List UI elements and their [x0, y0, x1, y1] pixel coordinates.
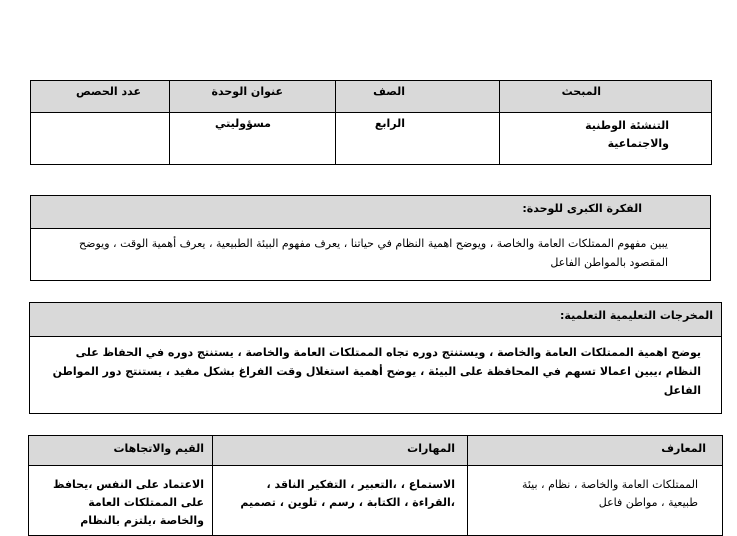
value-subject: التنشئة الوطنية والاجتماعية	[500, 113, 712, 165]
outcomes-text: يوضح اهمية الممتلكات العامة والخاصة ، ويستنتج دوره تجاه الممتلكات العامة والخاصة ، يستنتج دوره في الحفاظ على النظام ،يبين اعمالا تسهم في المحافظة على البيئة ، يوضح أهمية استغلال وقت الفراغ بشكل مفيد ، يستنتج دور المواطن الفاعل	[52, 346, 701, 397]
value-grade: الرابع	[336, 113, 500, 165]
header-unit-title: عنوان الوحدة	[170, 81, 336, 113]
big-idea-title: الفكرة الكبرى للوحدة:	[31, 196, 710, 229]
big-idea-box	[30, 195, 711, 281]
competencies-table	[28, 435, 723, 536]
value-skills: الاستماع ، ،التعبير ، التفكير الناقد ، ،القراءة ، الكتابة ، رسم ، تلوين ، تصميم	[213, 466, 468, 536]
value-values-attitudes: الاعتماد على النفس ،يحافظ على الممتلكات العامة والخاصة ،يلتزم بالنظام	[29, 466, 213, 536]
outcomes-title: المخرجات التعليمية التعلمية:	[30, 303, 721, 337]
big-idea-text: يبين مفهوم الممتلكات العامة والخاصة ، ويوضح اهمية النظام في حياتنا ، يعرف مفهوم البيئة الطبيعية ، يعرف أهمية الوقت ، ويوضح المقصود بالمواطن الفاعل	[79, 237, 668, 269]
value-sessions-count	[31, 113, 170, 165]
value-knowledge: الممتلكات العامة والخاصة ، نظام ، بيئة طبيعية ، مواطن فاعل	[468, 466, 723, 536]
header-skills: المهارات	[213, 436, 468, 466]
header-subject: المبحث	[500, 81, 712, 113]
outcomes-box	[29, 302, 722, 414]
header-knowledge: المعارف	[468, 436, 723, 466]
header-sessions-count: عدد الحصص	[31, 81, 170, 113]
header-grade: الصف	[336, 81, 500, 113]
value-unit-title: مسؤوليتي	[170, 113, 336, 165]
header-values-attitudes: القيم والاتجاهات	[29, 436, 213, 466]
unit-info-table	[30, 80, 712, 165]
